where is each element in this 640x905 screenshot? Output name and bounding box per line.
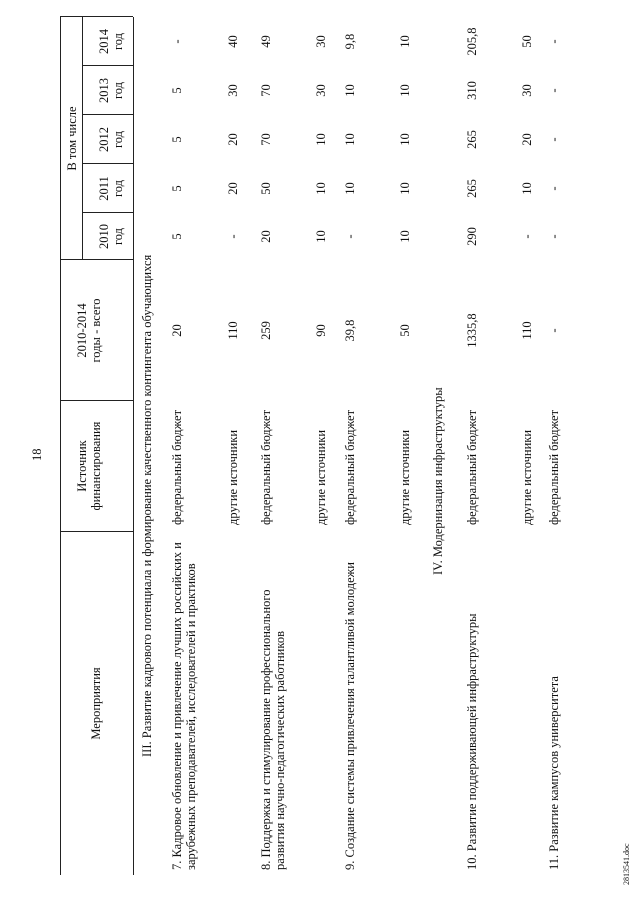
header-2011: 2011: [97, 176, 111, 201]
row-7-other-source: другие источники: [226, 429, 240, 525]
header-2013-year: год: [111, 81, 125, 100]
row-10-fed-source: федеральный бюджет: [465, 409, 479, 525]
row-7-other-2011: 20: [226, 182, 240, 195]
row-8-fed-2013: 70: [259, 84, 273, 97]
row-9-other-2010: 10: [398, 230, 412, 243]
row-10-fed-2012: 265: [465, 130, 479, 149]
row-11-fed-total: -: [547, 328, 561, 333]
page-number: 18: [30, 448, 44, 461]
row-9-other-source: другие источники: [398, 429, 412, 525]
row-8-fed-2010: 20: [259, 230, 273, 243]
row-10-other-2011: 10: [520, 182, 534, 195]
row-7-other-2013: 30: [226, 84, 240, 97]
row-7-fed-2010: 5: [170, 233, 184, 240]
row-10-other-2010: -: [520, 234, 534, 239]
row-11-fed-source: федеральный бюджет: [547, 409, 561, 525]
row-7-fed-2011: 5: [170, 185, 184, 192]
row-7-other-2010: -: [226, 234, 240, 239]
row-9-other-2011: 10: [398, 182, 412, 195]
row-10-other-2014: 50: [520, 35, 534, 48]
header-2010: 2010: [97, 224, 111, 249]
row-8-other-source: другие источники: [314, 429, 328, 525]
row-10-other-2013: 30: [520, 84, 534, 97]
row-11-fed-2013: -: [547, 88, 561, 93]
row-10-measure: 10. Развитие поддерживающей инфраструктуры: [465, 613, 479, 870]
row-11-measure: 11. Развитие кампусов университета: [547, 676, 561, 870]
row-8-fed-2011: 50: [259, 182, 273, 195]
header-2011-year: год: [111, 179, 125, 198]
row-10-other-2012: 20: [520, 133, 534, 146]
row-11-fed-2012: -: [547, 137, 561, 142]
footer-code: 2813541.doc: [622, 843, 631, 885]
row-11-fed-2010: -: [547, 234, 561, 239]
section-title-4: IV. Модернизация инфраструктуры: [431, 387, 445, 575]
row-8-measure: 8. Поддержка и стимулирование профессионального развития научно-педагогических работников: [259, 589, 287, 870]
row-8-other-2014: 30: [314, 35, 328, 48]
header-measures: Мероприятия: [89, 667, 103, 740]
header-2012-year: год: [111, 130, 125, 149]
header-source: Источник финансирования: [75, 421, 103, 511]
row-9-other-2012: 10: [398, 133, 412, 146]
row-8-other-total: 90: [314, 324, 328, 337]
header-bottom-line: [133, 17, 134, 875]
row-7-other-total: 110: [226, 321, 240, 340]
row-9-fed-2010: -: [343, 234, 357, 239]
row-8-fed-2014: 49: [259, 35, 273, 48]
row-9-fed-source: федеральный бюджет: [343, 409, 357, 525]
row-7-fed-2013: 5: [170, 87, 184, 94]
row-9-fed-2013: 10: [343, 84, 357, 97]
row-7-measure: 7. Кадровое обновление и привлечение лучших российских и зарубежных преподавателей, исследователей и практиков: [170, 542, 198, 870]
header-total-2: годы - всего: [89, 298, 103, 363]
row-8-other-2013: 30: [314, 84, 328, 97]
header-2013: 2013: [97, 78, 111, 103]
row-7-fed-source: федеральный бюджет: [170, 409, 184, 525]
table-top-line: [60, 17, 61, 875]
row-11-fed-2014: -: [547, 39, 561, 44]
row-7-fed-2012: 5: [170, 136, 184, 143]
row-9-fed-2014: 9,8: [343, 33, 357, 50]
subheader-line: [82, 17, 83, 260]
row-8-fed-2012: 70: [259, 133, 273, 146]
row-8-other-2011: 10: [314, 182, 328, 195]
row-8-other-2010: 10: [314, 230, 328, 243]
row-9-other-2014: 10: [398, 35, 412, 48]
header-2014: 2014: [97, 29, 111, 54]
row-7-other-2012: 20: [226, 133, 240, 146]
row-11-fed-2011: -: [547, 186, 561, 191]
row-9-fed-total: 39,8: [343, 319, 357, 342]
row-9-fed-2011: 10: [343, 182, 357, 195]
row-9-measure: 9. Создание системы привлечения талантливой молодежи: [343, 562, 357, 870]
row-10-other-total: 110: [520, 321, 534, 340]
row-10-fed-2013: 310: [465, 81, 479, 100]
row-9-other-2013: 10: [398, 84, 412, 97]
row-10-fed-2014: 205,8: [465, 27, 479, 56]
row-10-fed-2010: 290: [465, 227, 479, 246]
row-7-fed-2014: -: [170, 39, 184, 44]
row-8-fed-source: федеральный бюджет: [259, 409, 273, 525]
row-10-fed-2011: 265: [465, 179, 479, 198]
row-8-other-2012: 10: [314, 133, 328, 146]
row-10-other-source: другие источники: [520, 429, 534, 525]
row-9-other-total: 50: [398, 324, 412, 337]
row-7-fed-total: 20: [170, 324, 184, 337]
row-8-fed-total: 259: [259, 321, 273, 340]
row-7-other-2014: 40: [226, 35, 240, 48]
header-2010-year: год: [111, 227, 125, 246]
header-2012: 2012: [97, 127, 111, 152]
row-10-fed-total: 1335,8: [465, 313, 479, 348]
row-9-fed-2012: 10: [343, 133, 357, 146]
section-title-3: III. Развитие кадрового потенциала и формирование качественного контингента обучающихся: [140, 254, 154, 757]
header-total-1: 2010-2014: [75, 303, 89, 358]
header-including: В том числе: [65, 106, 79, 171]
header-2014-year: год: [111, 32, 125, 51]
